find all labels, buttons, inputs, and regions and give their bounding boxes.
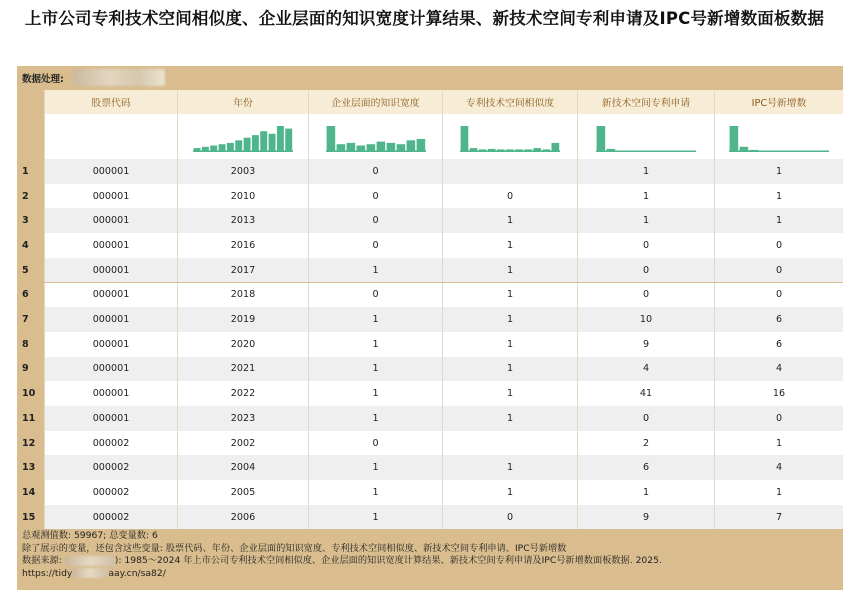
cell-knowledge-width: 1 (308, 332, 442, 357)
cell-knowledge-width: 1 (308, 406, 442, 431)
column-header-new-patent-apply[interactable]: 新技术空间专利申请 (577, 90, 714, 114)
sparkline-bar (542, 149, 550, 152)
year-sparkline (193, 122, 293, 152)
table-row[interactable] (17, 258, 843, 283)
sparkline-bar (750, 149, 759, 151)
cell-knowledge-width: 1 (308, 480, 442, 505)
knowledge-width-sparkline (326, 122, 426, 152)
cell-new-patent-apply: 1 (577, 159, 714, 184)
row-number: 11 (17, 406, 44, 431)
cell-stock-code: 000001 (44, 258, 177, 283)
cell-year: 2017 (177, 258, 308, 283)
row-number-sparkline (17, 114, 44, 159)
sparkline-bar (770, 150, 779, 152)
cell-new-patent-apply: 4 (577, 357, 714, 382)
sparkline-bar (269, 133, 276, 151)
sparkline-bar (607, 148, 616, 151)
cell-stock-code: 000001 (44, 357, 177, 382)
spark-cell-new-patent-apply (577, 114, 714, 159)
sparkline-bar (366, 144, 375, 152)
footer-source-rest: ): 1985～2024 年上市公司专利技术空间相似度、企业层面的知识宽度计算结果、新技术空间专利申请及IPC号新增数面板数据. 2025. (114, 555, 662, 567)
cell-new-patent-apply: 6 (577, 455, 714, 480)
cell-year: 2010 (177, 184, 308, 209)
page-title: 上市公司专利技术空间相似度、企业层面的知识宽度计算结果、新技术空间专利申请及IPC号新增数面板数据 (24, 9, 825, 28)
table-row[interactable] (17, 307, 843, 332)
cell-stock-code: 000002 (44, 431, 177, 456)
sparkline-bar (470, 148, 478, 152)
table-row[interactable] (17, 381, 843, 406)
cell-ipc-new: 0 (714, 406, 843, 431)
cell-similarity: 1 (442, 258, 577, 283)
footer-notes (22, 530, 838, 580)
cell-new-patent-apply: 9 (577, 505, 714, 530)
processing-toolbar (17, 66, 843, 90)
row-number: 10 (17, 381, 44, 406)
table-row[interactable] (17, 505, 843, 530)
cell-year: 2018 (177, 283, 308, 308)
cell-ipc-new: 6 (714, 307, 843, 332)
cell-year: 2023 (177, 406, 308, 431)
sparkline-bar (677, 150, 686, 152)
cell-year: 2006 (177, 505, 308, 530)
table-row[interactable] (17, 406, 843, 431)
cell-similarity: 1 (442, 381, 577, 406)
sparkline-bar (227, 142, 234, 151)
sparkline-bar (820, 150, 829, 152)
sparkline-bar (647, 150, 656, 152)
sparkline-bar (479, 149, 487, 152)
table-row[interactable] (17, 184, 843, 209)
cell-ipc-new: 1 (714, 184, 843, 209)
row-number: 4 (17, 233, 44, 258)
sparkline-bar (506, 149, 514, 152)
cell-similarity: 1 (442, 332, 577, 357)
footer-url[interactable] (22, 568, 838, 581)
cell-knowledge-width: 1 (308, 258, 442, 283)
table-row[interactable] (17, 283, 843, 308)
table-row[interactable] (17, 480, 843, 505)
row-number: 14 (17, 480, 44, 505)
row-number: 6 (17, 283, 44, 308)
cell-ipc-new: 0 (714, 258, 843, 283)
sparkline-bar (202, 146, 209, 151)
sparkline-bar (277, 126, 284, 152)
sparkline-bar (552, 142, 560, 151)
column-header-stock-code[interactable]: 股票代码 (44, 90, 177, 114)
cell-year: 2021 (177, 357, 308, 382)
cell-knowledge-width: 1 (308, 505, 442, 530)
sparkline-bar (780, 150, 789, 152)
footer-url-rest: aay.cn/sa82/ (108, 567, 166, 579)
cell-knowledge-width: 1 (308, 381, 442, 406)
sparkline-bar (244, 137, 251, 151)
cell-year: 2016 (177, 233, 308, 258)
cell-knowledge-width: 0 (308, 431, 442, 456)
sparkline-bar (597, 126, 606, 152)
column-header-similarity[interactable]: 专利技术空间相似度 (442, 90, 577, 114)
cell-ipc-new: 4 (714, 455, 843, 480)
cell-year: 2003 (177, 159, 308, 184)
redacted-source (65, 556, 115, 566)
ipc-new-sparkline (729, 122, 829, 152)
cell-ipc-new: 0 (714, 233, 843, 258)
sparkline-bar (260, 131, 267, 152)
header-row (17, 90, 843, 114)
table-row[interactable] (17, 431, 843, 456)
footer-variables (22, 543, 838, 556)
cell-year: 2002 (177, 431, 308, 456)
cell-stock-code: 000001 (44, 332, 177, 357)
cell-knowledge-width: 1 (308, 455, 442, 480)
cell-knowledge-width: 0 (308, 233, 442, 258)
footer-source-prefix: 数据来源: (22, 555, 65, 567)
sparkline-bar (252, 135, 259, 152)
cell-similarity (442, 431, 577, 456)
cell-ipc-new: 1 (714, 208, 843, 233)
redacted-processing-field (73, 69, 165, 86)
cell-similarity: 1 (442, 406, 577, 431)
row-number: 5 (17, 258, 44, 283)
sparkline-bar (800, 150, 809, 152)
table-row[interactable] (17, 357, 843, 382)
footer-url-prefix: https://tidy (22, 567, 73, 579)
cell-year: 2005 (177, 480, 308, 505)
cell-stock-code: 000001 (44, 406, 177, 431)
cell-ipc-new: 7 (714, 505, 843, 530)
cell-year: 2004 (177, 455, 308, 480)
column-header-ipc-new[interactable]: IPC号新增数 (714, 90, 843, 114)
cell-similarity (442, 159, 577, 184)
table-row[interactable] (17, 455, 843, 480)
sparkline-bar (235, 140, 242, 152)
cell-year: 2020 (177, 332, 308, 357)
cell-similarity: 0 (442, 505, 577, 530)
sparkline-bar (497, 149, 505, 152)
cell-similarity: 1 (442, 283, 577, 308)
row-number: 7 (17, 307, 44, 332)
column-header-year[interactable]: 年份 (177, 90, 308, 114)
row-number: 2 (17, 184, 44, 209)
sparkline-bar (790, 150, 799, 152)
cell-similarity: 1 (442, 307, 577, 332)
cell-knowledge-width: 0 (308, 283, 442, 308)
cell-knowledge-width: 0 (308, 159, 442, 184)
sparkline-bar (285, 128, 292, 151)
cell-stock-code: 000002 (44, 505, 177, 530)
cell-similarity: 1 (442, 233, 577, 258)
row-number: 9 (17, 357, 44, 382)
sparkline-bar (524, 149, 532, 152)
spark-cell-similarity (442, 114, 577, 159)
cell-knowledge-width: 0 (308, 184, 442, 209)
sparkline-bar (194, 148, 201, 152)
sparkline-bar (637, 150, 646, 152)
cell-year: 2019 (177, 307, 308, 332)
redacted-url (72, 568, 108, 578)
sparkline-bar (396, 144, 405, 152)
sparkline-bar (336, 144, 345, 152)
sparkline-bar (488, 148, 496, 151)
cell-new-patent-apply: 9 (577, 332, 714, 357)
footer-summary: 总观测值数: 59967; 总变量数: 6 (22, 530, 158, 541)
cell-similarity: 0 (442, 184, 577, 209)
row-number: 15 (17, 505, 44, 530)
row-number: 13 (17, 455, 44, 480)
row-number-header (17, 90, 44, 114)
cell-similarity: 1 (442, 455, 577, 480)
sparkline-bar (219, 144, 226, 152)
cell-ipc-new: 1 (714, 159, 843, 184)
cell-new-patent-apply: 1 (577, 184, 714, 209)
cell-similarity: 1 (442, 480, 577, 505)
sparkline-bar (210, 145, 217, 152)
sparkline-bar (326, 126, 335, 152)
cell-stock-code: 000002 (44, 480, 177, 505)
sparkline-bar (627, 150, 636, 152)
column-header-knowledge-width[interactable]: 企业层面的知识宽度 (308, 90, 442, 114)
cell-new-patent-apply: 0 (577, 233, 714, 258)
row-number: 12 (17, 431, 44, 456)
sparkline-bar (386, 142, 395, 151)
cell-new-patent-apply: 0 (577, 406, 714, 431)
spark-cell-knowledge-width (308, 114, 442, 159)
sparkline-row (17, 114, 843, 159)
cell-knowledge-width: 1 (308, 357, 442, 382)
cell-stock-code: 000001 (44, 381, 177, 406)
cell-ipc-new: 16 (714, 381, 843, 406)
cell-ipc-new: 0 (714, 283, 843, 308)
similarity-sparkline (460, 122, 560, 152)
table-row[interactable] (17, 208, 843, 233)
cell-new-patent-apply: 0 (577, 258, 714, 283)
processing-label: 数据处理: (22, 74, 64, 85)
sparkline-bar (667, 150, 676, 152)
sparkline-bar (760, 150, 769, 152)
sparkline-bar (730, 126, 739, 152)
cell-ipc-new: 6 (714, 332, 843, 357)
cell-stock-code: 000001 (44, 283, 177, 308)
footer-variables-rest: 还包含这些变量: 股票代码、年份、企业层面的知识宽度、专利技术空间相似度、新技术空间专利申请、IPC号新增数 (95, 542, 567, 554)
sparkline-bar (416, 139, 425, 152)
new-patent-apply-sparkline (596, 122, 696, 152)
sparkline-bar (617, 150, 626, 152)
spark-cell-year (177, 114, 308, 159)
row-number: 8 (17, 332, 44, 357)
cell-stock-code: 000001 (44, 159, 177, 184)
cell-knowledge-width: 0 (308, 208, 442, 233)
row-number: 3 (17, 208, 44, 233)
cell-year: 2022 (177, 381, 308, 406)
cell-ipc-new: 1 (714, 431, 843, 456)
sparkline-bar (376, 141, 385, 151)
sparkline-bar (461, 126, 469, 152)
footer-variables-prefix: 除了展示的变量， (22, 542, 96, 554)
sparkline-bar (687, 150, 696, 152)
cell-new-patent-apply: 1 (577, 208, 714, 233)
cell-stock-code: 000001 (44, 307, 177, 332)
cell-ipc-new: 1 (714, 480, 843, 505)
data-table-panel (17, 66, 843, 590)
cell-new-patent-apply: 0 (577, 283, 714, 308)
sparkline-bar (810, 150, 819, 152)
cell-new-patent-apply: 1 (577, 480, 714, 505)
sparkline-bar (515, 149, 523, 152)
cell-stock-code: 000002 (44, 455, 177, 480)
footer-source (22, 555, 838, 568)
sparkline-bar (740, 146, 749, 151)
sparkline-bar (356, 145, 365, 152)
spark-cell-ipc-new (714, 114, 843, 159)
cell-new-patent-apply: 41 (577, 381, 714, 406)
cell-knowledge-width: 1 (308, 307, 442, 332)
table-row[interactable] (17, 159, 843, 184)
cell-stock-code: 000001 (44, 184, 177, 209)
cell-similarity: 1 (442, 208, 577, 233)
sparkline-bar (657, 150, 666, 152)
table-row[interactable] (17, 332, 843, 357)
sparkline-bar (346, 142, 355, 151)
cell-stock-code: 000001 (44, 208, 177, 233)
cell-ipc-new: 4 (714, 357, 843, 382)
cell-stock-code: 000001 (44, 233, 177, 258)
cell-new-patent-apply: 2 (577, 431, 714, 456)
sparkline-bar (406, 140, 415, 152)
table-row[interactable] (17, 233, 843, 258)
row-number: 1 (17, 159, 44, 184)
sparkline-bar (533, 148, 541, 152)
cell-year: 2013 (177, 208, 308, 233)
cell-similarity: 1 (442, 357, 577, 382)
spark-cell-stock-code (44, 114, 177, 159)
cell-new-patent-apply: 10 (577, 307, 714, 332)
